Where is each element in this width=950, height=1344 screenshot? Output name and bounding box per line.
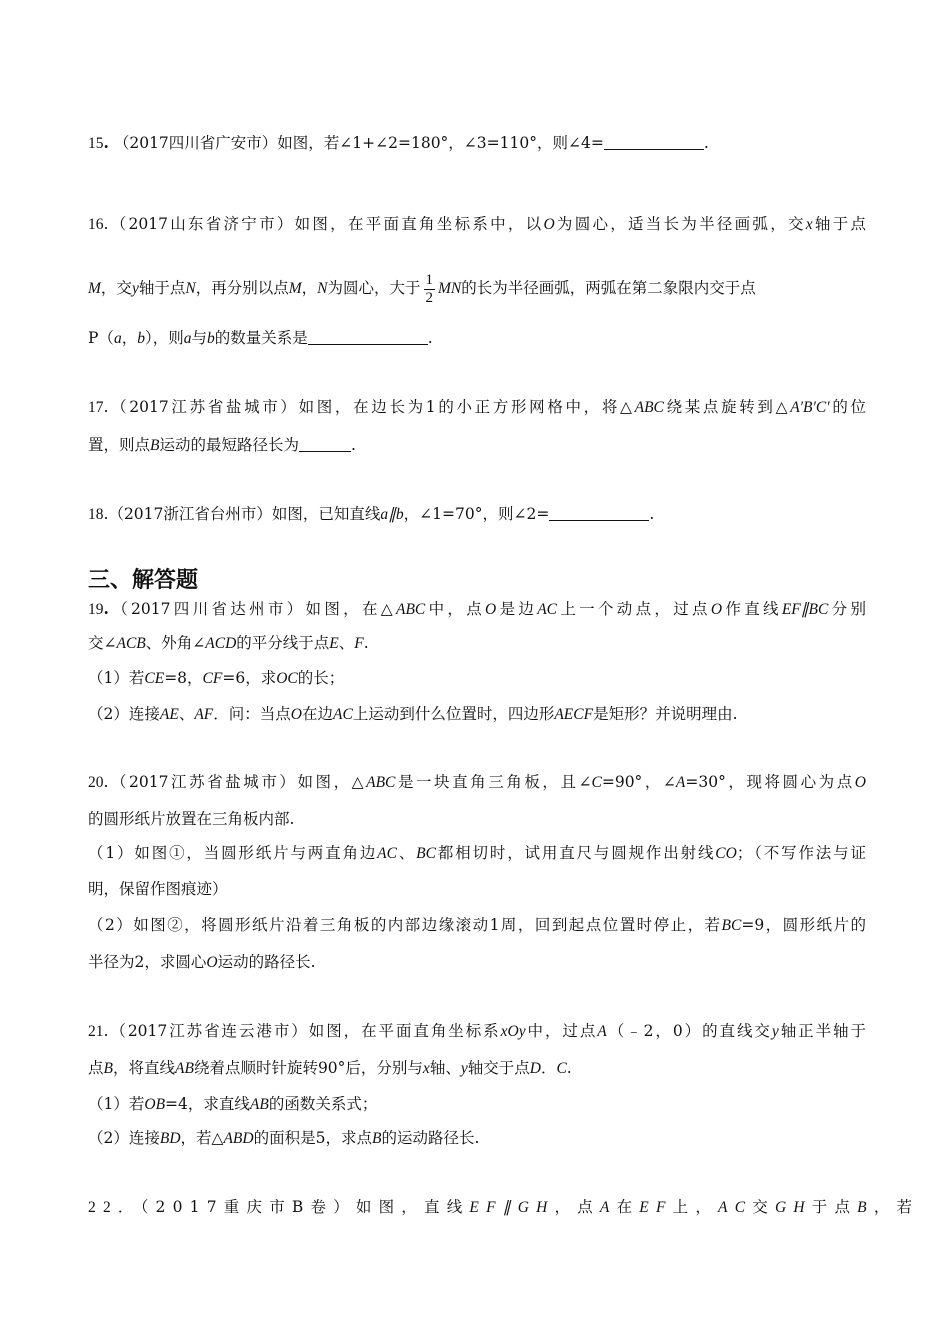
- question-20-part-1: （1）如图①，当圆形纸片与两直角边AC、BC都相切时，试用直尺与圆规作出射线CO；（不写作法与证: [88, 844, 866, 862]
- question-16-line-2: M，交y轴于点N，再分别以点M，N为圆心，大于 $\frac{1}{2}$ MN的长为半径画弧，两弧在第二象限内交于点: [88, 271, 756, 306]
- question-18: 18.（2017浙江省台州市）如图，已知直线a∥b，∠1=70°，则∠2= .: [88, 505, 655, 523]
- question-20-line-1: 20.（2017江苏省盐城市）如图，△ABC是一块直角三角板，且∠C=90°，∠A=30°，现将圆心为点O: [88, 773, 866, 791]
- question-19-part-2: （2）连接AE、AF．问：当点O在边AC上运动到什么位置时，四边形AECF是矩形？并说明理由.: [88, 705, 738, 723]
- question-source: （2017四川省达州市）: [108, 600, 306, 618]
- question-number: 19: [88, 601, 104, 618]
- question-number: 15: [88, 135, 104, 152]
- question-source: （2017江苏省盐城市）: [108, 773, 298, 791]
- fraction-one-half: $\frac{1}{2}$: [425, 271, 433, 306]
- question-20-part-2: （2）如图②，将圆形纸片沿着三角板的内部边缘滚动1周，回到起点位置时停止，若BC=9，圆形纸片的: [88, 916, 866, 934]
- question-20-line-2: 的圆形纸片放置在三角板内部.: [88, 810, 295, 828]
- question-21-line-2: 点B，将直线AB绕着点顺时针旋转90°后，分别与x轴、y轴交于点D．C.: [88, 1059, 572, 1077]
- question-source: （2017重庆市B卷）: [140, 1198, 356, 1216]
- answer-blank[interactable]: [549, 504, 649, 521]
- question-21-part-2: （2）连接BD，若△ABD的面积是5，求点B的运动路径长.: [88, 1129, 480, 1147]
- question-source: （2017山东省济宁市）: [108, 215, 295, 233]
- question-number: 22: [88, 1199, 118, 1216]
- section-title: 三、解答题: [88, 568, 199, 593]
- answer-blank[interactable]: [299, 435, 351, 452]
- question-19-part-1: （1）若CE=8，CF=6，求OC的长；: [88, 669, 345, 687]
- answer-blank[interactable]: [604, 133, 704, 150]
- answer-blank[interactable]: [308, 328, 428, 345]
- question-20-part-1-cont: 明，保留作图痕迹）: [88, 880, 228, 898]
- question-source: （2017江苏省连云港市）: [108, 1022, 309, 1040]
- question-16-line-3: P（a，b），则a与b的数量关系是 .: [88, 329, 433, 347]
- question-19-line-1: 19.（2017四川省达州市）如图，在△ABC中，点O是边AC上一个动点，过点O作直线EF∥BC分别: [88, 599, 866, 618]
- question-number: 17: [88, 399, 104, 416]
- question-21-line-1: 21.（2017江苏省连云港市）如图，在平面直角坐标系xOy中，过点A（﹣2，0）的直线交y轴正半轴于: [88, 1022, 866, 1040]
- question-source: （2017浙江省台州市）: [108, 505, 272, 523]
- question-number: 20: [88, 774, 104, 791]
- question-number: 18: [88, 506, 104, 523]
- question-number: 16: [88, 216, 104, 233]
- question-19-line-2: 交∠ACB、外角∠ACD的平分线于点E、F.: [88, 634, 369, 652]
- question-20-part-2-cont: 半径为2，求圆心O运动的路径长.: [88, 953, 316, 971]
- question-15: 15. （2017四川省广安市）如图，若∠1+∠2=180°，∠3=110°，则∠4= .: [88, 133, 709, 152]
- question-source: （2017江苏省盐城市）: [108, 398, 299, 416]
- question-source: （2017四川省广安市）: [113, 134, 278, 152]
- question-number: 21: [88, 1023, 104, 1040]
- question-16-line-1: 16.（2017山东省济宁市）如图，在平面直角坐标系中，以O为圆心，适当长为半径画弧，交x轴于点: [88, 215, 866, 233]
- question-text: 如图，若∠1+∠2=180°，∠3=110°，则∠4=: [277, 134, 604, 152]
- question-21-part-1: （1）若OB=4，求直线AB的函数关系式；: [88, 1095, 378, 1113]
- question-17-line-1: 17.（2017江苏省盐城市）如图，在边长为1的小正方形网格中，将△ABC绕某点旋转到△A′B′C′的位: [88, 398, 866, 416]
- question-17-line-2: 置，则点B运动的最短路径长为 .: [88, 436, 356, 454]
- question-22-line-1: 22．（2017重庆市B卷）如图，直线EF∥GH，点A在EF上，AC交GH于点B，若: [88, 1198, 920, 1216]
